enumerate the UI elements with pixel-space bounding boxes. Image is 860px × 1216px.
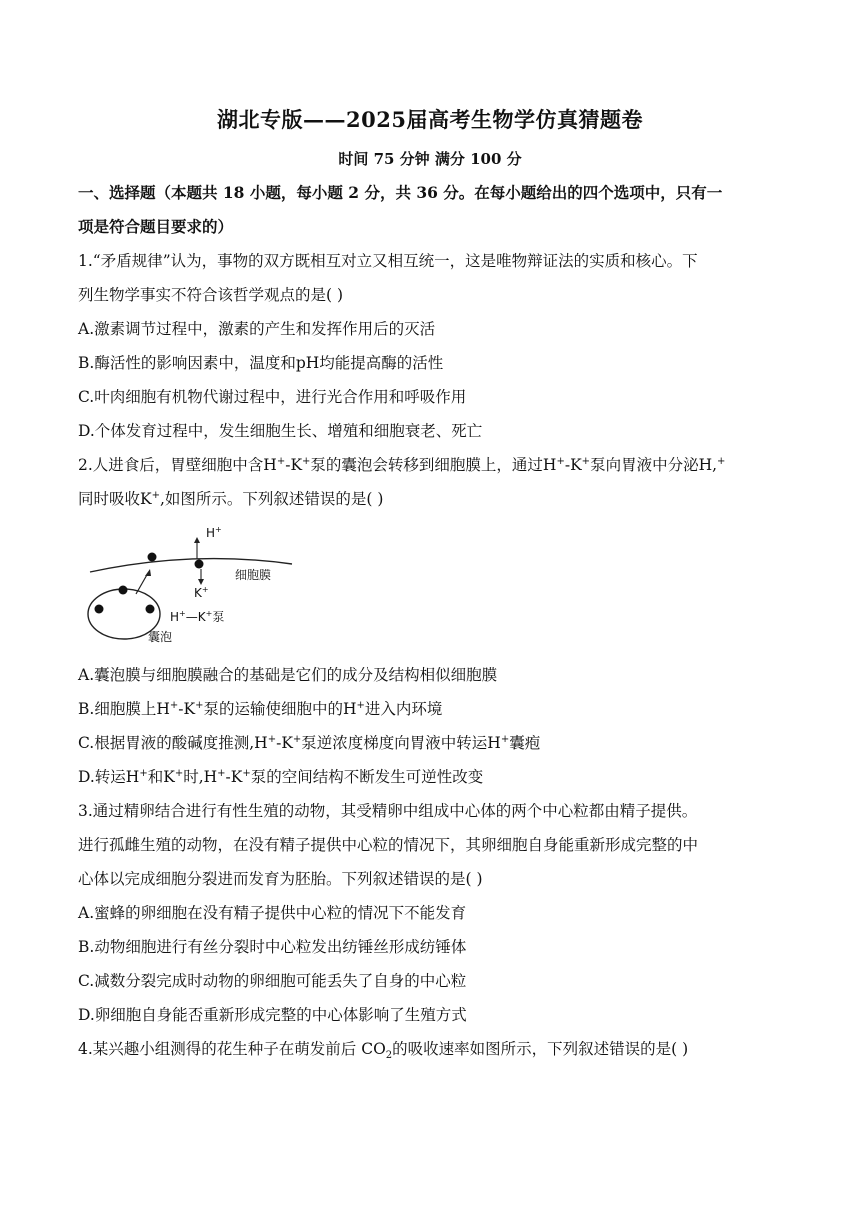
q3-option-c: C.减数分裂完成时动物的卵细胞可能丢失了自身的中心粒 bbox=[78, 972, 467, 990]
q1-stem-line1: 1.“矛盾规律”认为，事物的双方既相互对立又相互统一，这是唯物辩证法的实质和核心。下 bbox=[78, 252, 698, 270]
q1-option-a: A.激素调节过程中，激素的产生和发挥作用后的灭活 bbox=[78, 320, 436, 338]
fig-label-pump: H+—K+泵 bbox=[170, 609, 225, 624]
pump-vesicle-top-dot bbox=[119, 586, 128, 595]
pump-vesicle-right-dot bbox=[146, 605, 155, 614]
q2-proton-pump-figure bbox=[82, 525, 302, 646]
pump-on-membrane-dot bbox=[148, 553, 157, 562]
q3-stem-line2: 进行孤雌生殖的动物，在没有精子提供中心粒的情况下，其卵细胞自身能重新形成完整的中 bbox=[78, 836, 699, 854]
q2-stem-line2: 同时吸收K+,如图所示。下列叙述错误的是( ) bbox=[78, 489, 384, 508]
fig-label-k-plus: K+ bbox=[194, 585, 209, 600]
pump-active-dot bbox=[195, 560, 204, 569]
q2-option-a: A.囊泡膜与细胞膜融合的基础是它们的成分及结构相似细胞膜 bbox=[78, 666, 498, 684]
q3-option-a: A.蜜蜂的卵细胞在没有精子提供中心粒的情况下不能发育 bbox=[78, 904, 467, 922]
q3-stem-line3: 心体以完成细胞分裂进而发育为胚胎。下列叙述错误的是( ) bbox=[78, 870, 483, 888]
q2-option-d: D.转运H+和K+时,H+-K+泵的空间结构不断发生可逆性改变 bbox=[78, 767, 484, 786]
section-heading-line2: 项是符合题目要求的） bbox=[78, 217, 234, 236]
section-heading-line1: 一、选择题（本题共 18 小题，每小题 2 分，共 36 分。在每小题给出的四个选项中，只有一 bbox=[78, 183, 723, 202]
q4-stem: 4.某兴趣小组测得的花生种子在萌发前后 $CO_2$的吸收速率如图所示，下列叙述错误的是( ) bbox=[78, 1040, 689, 1062]
q3-option-b: B.动物细胞进行有丝分裂时中心粒发出纺锤丝形成纺锤体 bbox=[78, 938, 467, 956]
q2-stem-line1: 2.人进食后，胃壁细胞中含H+-K+泵的囊泡会转移到细胞膜上，通过H+-K+泵向胃液中分泌H,+ bbox=[78, 455, 726, 474]
fig-label-h-plus: H+ bbox=[206, 525, 222, 540]
fusion-arrow-line bbox=[136, 573, 148, 594]
q1-option-b: B.酶活性的影响因素中，温度和pH均能提高酶的活性 bbox=[78, 354, 444, 372]
exam-subtitle: 时间 75 分钟 满分 100 分 bbox=[338, 150, 522, 168]
q2-option-b: B.细胞膜上H+-K+泵的运输使细胞中的H+进入内环境 bbox=[78, 699, 443, 718]
q1-option-c: C.叶肉细胞有机物代谢过程中，进行光合作用和呼吸作用 bbox=[78, 388, 467, 406]
h-out-arrowhead bbox=[194, 537, 200, 543]
fig-label-membrane: 细胞膜 bbox=[235, 568, 272, 582]
fusion-arrowhead bbox=[145, 569, 151, 576]
q2-option-c: C.根据胃液的酸碱度推测,H+-K+泵逆浓度梯度向胃液中转运H+囊疱 bbox=[78, 733, 541, 752]
q3-stem-line1: 3.通过精卵结合进行有性生殖的动物，其受精卵中组成中心体的两个中心粒都由精子提供。 bbox=[78, 802, 698, 820]
pump-vesicle-left-dot bbox=[95, 605, 104, 614]
exam-title: 湖北专版——2025届高考生物学仿真猜题卷 bbox=[217, 107, 643, 132]
membrane-diagram bbox=[82, 525, 302, 646]
q1-option-d: D.个体发育过程中，发生细胞生长、增殖和细胞衰老、死亡 bbox=[78, 422, 483, 440]
q3-option-d: D.卵细胞自身能否重新形成完整的中心体影响了生殖方式 bbox=[78, 1006, 467, 1024]
q1-stem-line2: 列生物学事实不符合该哲学观点的是( ) bbox=[78, 286, 344, 304]
exam-content bbox=[78, 176, 788, 1066]
fig-label-vesicle: 囊泡 bbox=[148, 630, 173, 644]
